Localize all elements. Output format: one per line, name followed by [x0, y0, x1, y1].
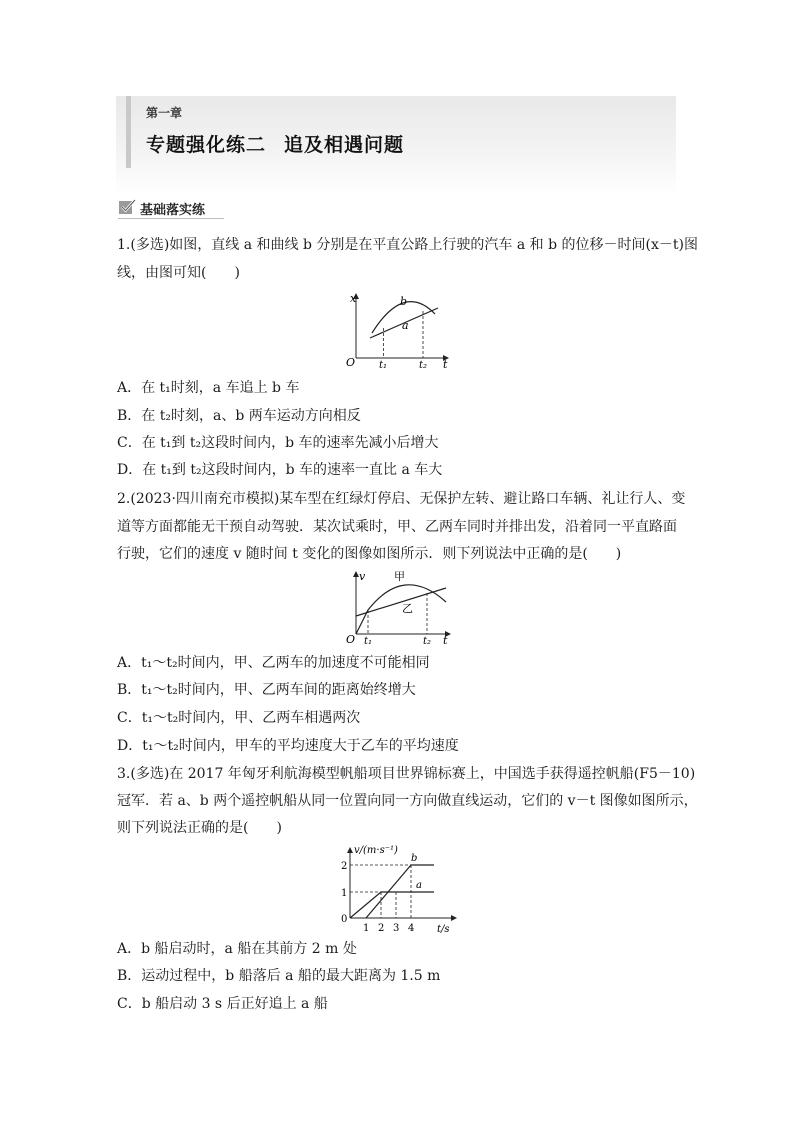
q3-line-a-label: a: [416, 880, 422, 891]
q1-option-a: A．在 t₁时刻，a 车追上 b 车: [117, 380, 300, 396]
q1-option-c: C．在 t₁到 t₂这段时间内，b 车的速率先减小后增大: [117, 435, 439, 451]
q2-stem-line1: 2.(2023·四川南充市模拟)某车型在红绿灯停启、无保护左转、避让路口车辆、礼让行人、变: [117, 491, 686, 507]
q3-xtick-4: 4: [408, 923, 415, 934]
q1-option-d: D．在 t₁到 t₂这段时间内，b 车的速率一直比 a 车大: [117, 462, 443, 478]
q3-line-a: [350, 892, 434, 918]
q3-option-a: A．b 船启动时，a 船在其前方 2 m 处: [117, 941, 357, 957]
q3-stem-line2: 冠军．若 a、b 两个遥控帆船从同一位置向同一方向做直线运动，它们的 v－t 图像如图所示，: [117, 793, 698, 809]
q2-t2-label: t₂: [423, 636, 432, 646]
q3-xtick-1: 1: [363, 923, 370, 934]
q1-curve-b-label: b: [400, 295, 408, 308]
title-main: 专题强化练二: [146, 134, 267, 156]
q3-line-b-label: b: [411, 853, 418, 864]
q1-t2-label: t₂: [419, 360, 428, 370]
q3-xtick-2: 2: [378, 923, 385, 934]
q1-xt-graph: [340, 290, 452, 370]
section-label: 基础落实练: [140, 203, 206, 218]
q2-yi-label: 乙: [402, 602, 413, 615]
q3-option-c: C．b 船启动 3 s 后正好追上 a 船: [117, 996, 328, 1012]
q1-stem-line1: 1.(多选)如图，直线 a 和曲线 b 分别是在平直公路上行驶的汽车 a 和 b 的位移－时间(x－t)图: [117, 237, 698, 253]
q3-stem-line1: 3.(多选)在 2017 年匈牙利航海模型帆船项目世界锦标赛上，中国选手获得遥控帆船(F5－10): [117, 766, 696, 782]
q2-curve-jia: [356, 585, 446, 634]
q3-option-b: B．运动过程中，b 船落后 a 船的最大距离为 1.5 m: [117, 968, 441, 984]
chapter-label: 第一章: [146, 106, 183, 120]
q1-line-a-label: a: [402, 319, 409, 332]
checkbox-icon: [118, 198, 136, 216]
section-heading: [118, 198, 224, 219]
title-sub: 追及相遇问题: [284, 134, 405, 156]
q2-x-label: t: [443, 634, 448, 646]
q2-vt-graph: [342, 568, 454, 646]
q2-stem-line3: 行驶，它们的速度 v 随时间 t 变化的图像如图所示．则下列说法中正确的是( ): [117, 546, 622, 562]
page-title: [146, 130, 404, 157]
q3-vt-graph: [336, 842, 460, 936]
q2-option-c: C．t₁～t₂时间内，甲、乙两车相遇两次: [117, 710, 361, 726]
q3-x-label: t/s: [437, 924, 450, 935]
q3-ytick-1: 1: [341, 888, 348, 899]
banner-accent-bar: [126, 96, 131, 168]
q1-t1-label: t₁: [379, 360, 388, 370]
q2-origin: O: [346, 633, 356, 646]
q3-stem-line3: 则下列说法正确的是( ): [117, 820, 282, 836]
q3-y-label: v/(m·s⁻¹): [354, 845, 398, 856]
q2-stem-line2: 道等方面都能无干预自动驾驶．某次试乘时，甲、乙两车同时并排出发，沿着同一平直路面: [117, 519, 677, 535]
q2-jia-label: 甲: [394, 570, 405, 583]
q1-stem-line2: 线，由图可知( ): [117, 265, 240, 281]
q1-y-label: x: [350, 292, 357, 305]
q3-ytick-2: 2: [341, 861, 348, 872]
q2-option-d: D．t₁～t₂时间内，甲车的平均速度大于乙车的平均速度: [117, 738, 459, 754]
q2-t1-label: t₁: [364, 636, 373, 646]
q1-x-label: t: [443, 358, 448, 370]
q2-option-a: A．t₁～t₂时间内，甲、乙两车的加速度不可能相同: [117, 655, 430, 671]
q2-y-label: v: [359, 570, 366, 583]
q1-option-b: B．在 t₂时刻，a、b 两车运动方向相反: [117, 408, 361, 424]
q2-option-b: B．t₁～t₂时间内，甲、乙两车间的距离始终增大: [117, 682, 416, 698]
q1-origin: O: [346, 356, 356, 369]
q3-origin: 0: [341, 914, 348, 925]
q3-xtick-3: 3: [393, 923, 400, 934]
